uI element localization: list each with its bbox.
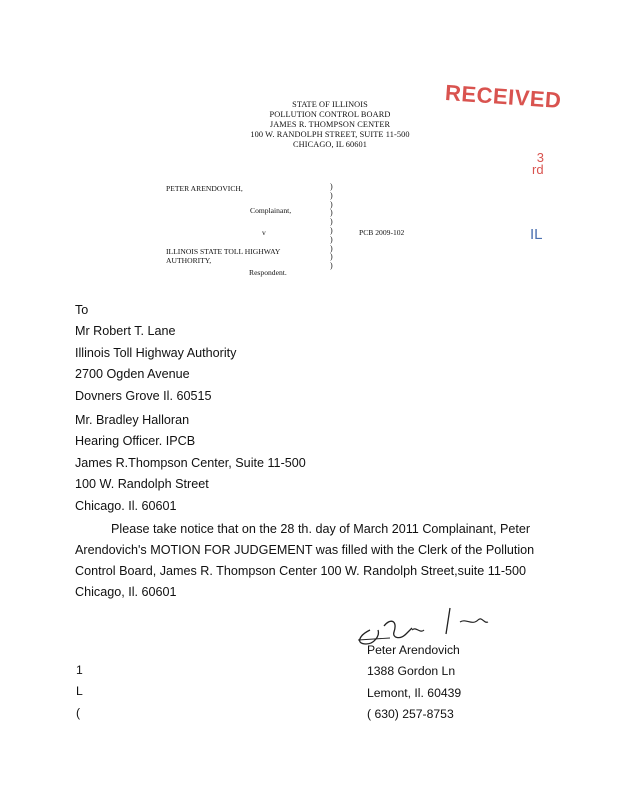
notice-paragraph: [75, 519, 545, 603]
respondent-name-line1: ILLINOIS STATE TOLL HIGHWAY: [166, 247, 281, 256]
recipient-line: Chicago. Il. 60601: [75, 498, 177, 513]
recipient-line: Dovners Grove Il. 60515: [75, 388, 212, 403]
caption-parentheses: ) ) ) ) ) ) ) ) ) ): [330, 182, 333, 271]
recipient-block-2: [75, 410, 306, 517]
case-number: PCB 2009-102: [359, 228, 405, 237]
caption-line: STATE OF ILLINOIS: [292, 100, 368, 109]
versus-label: v: [262, 228, 266, 237]
recipient-line: Hearing Officer. IPCB: [75, 434, 196, 449]
left-margin-marks: [76, 660, 83, 724]
signer-address-2: Lemont, Il. 60439: [367, 685, 462, 700]
signer-address-1: 1388 Gordon Ln: [367, 664, 456, 679]
complainant-role: Complainant,: [250, 206, 292, 215]
recipient-line: 2700 Ogden Avenue: [75, 367, 190, 382]
caption-line: CHICAGO, IL 60601: [293, 140, 367, 149]
signature-block: [367, 640, 461, 726]
to-label: To: [75, 303, 89, 317]
signer-phone: ( 630) 257-8753: [367, 707, 454, 722]
recipient-line: Mr Robert T. Lane: [75, 324, 176, 339]
stamp-fragment-3: IL: [530, 226, 543, 243]
margin-mark: (: [76, 705, 81, 720]
stamp-fragment: [532, 152, 544, 176]
caption-line: 100 W. RANDOLPH STREET, SUITE 11-500: [250, 130, 410, 139]
margin-mark: L: [76, 684, 83, 699]
caption-line: JAMES R. THOMPSON CENTER: [269, 120, 391, 129]
caption-line: POLLUTION CONTROL BOARD: [269, 110, 391, 119]
recipient-block-1: [75, 300, 236, 407]
recipient-line: 100 W. Randolph Street: [75, 477, 209, 492]
caption-header: [230, 100, 430, 150]
recipient-line: Illinois Toll Highway Authority: [75, 345, 237, 360]
stamp-fragment-2: rd: [532, 162, 544, 177]
respondent-role: Respondent.: [249, 268, 287, 277]
notice-text: Please take notice that on the 28 th. day of March 2011 Complainant, Peter Arendovich's MOTION FOR JUDGEMENT was filled with the Clerk of the Pollution Control Board, James R. Thompson Center 100 W. Randolph Street,suite 11-500 Chicago, Il. 60601: [75, 522, 535, 599]
recipient-line: Mr. Bradley Halloran: [75, 413, 190, 427]
respondent-name-line2: AUTHORITY,: [166, 256, 212, 265]
margin-mark: 1: [76, 663, 83, 677]
stamp-fragment-1: 3: [536, 150, 544, 165]
received-stamp: RECEIVED: [444, 79, 563, 114]
signer-name: Peter Arendovich: [367, 643, 460, 657]
recipient-line: James R.Thompson Center, Suite 11-500: [75, 455, 306, 470]
complainant-name: PETER ARENDOVICH,: [166, 184, 243, 193]
